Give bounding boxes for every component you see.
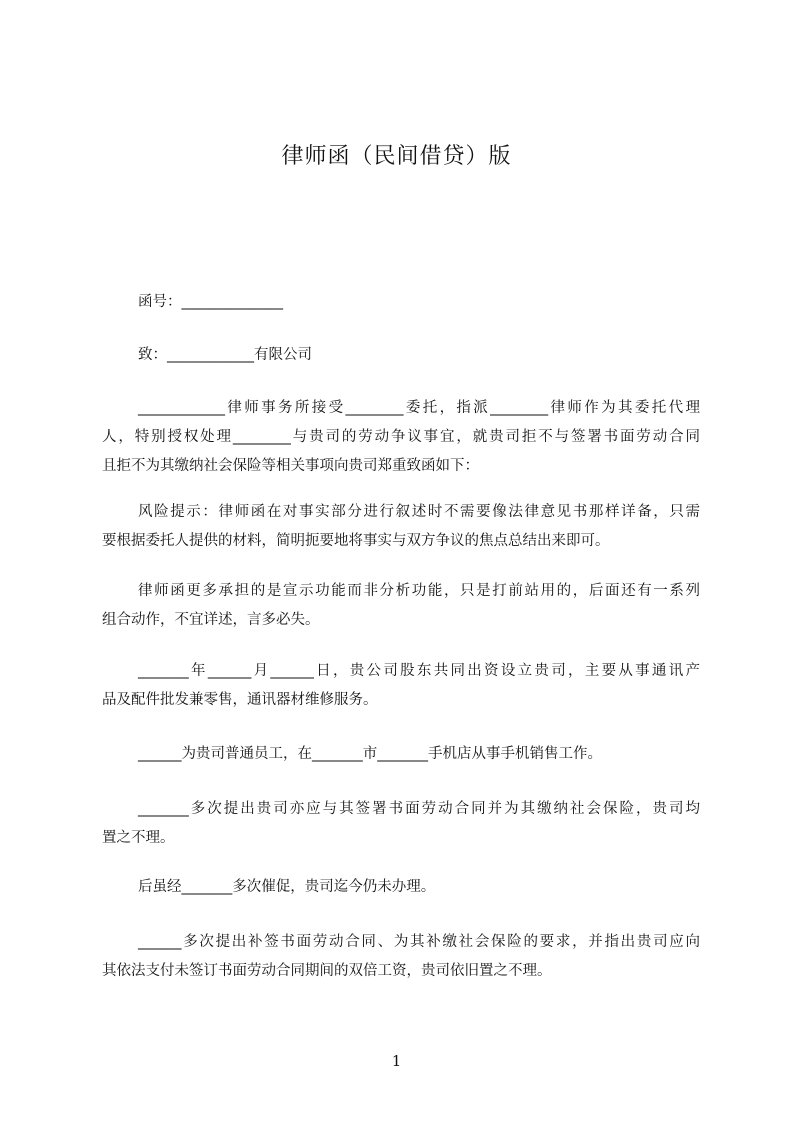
paragraph-line: 置之不理。 — [102, 830, 175, 846]
paragraph-risk-notice — [102, 498, 700, 556]
letter-number-line — [102, 288, 700, 317]
paragraph-company-founding — [102, 657, 700, 715]
paragraph-line: _______多次提出贵司亦应与其签署书面劳动合同并为其缴纳社会保险，贵司均 — [138, 801, 700, 817]
paragraph-engagement — [102, 394, 700, 481]
recipient-line — [102, 341, 700, 370]
paragraph-double-wages — [102, 928, 700, 986]
paragraph-line: ____________律师事务所接受________委托，指派________律师作为其委托代理 — [138, 400, 700, 416]
letter-number: 函号：______________ — [138, 294, 283, 310]
paragraph-employee-role — [102, 740, 700, 769]
paragraph-line: 人，特别授权处理________与贵司的劳动争议事宜，就贵司拒不与签署书面劳动合同 — [102, 429, 700, 445]
paragraph-requests-ignored — [102, 795, 700, 853]
paragraph-line: 后虽经_______多次催促，贵司迄今仍未办理。 — [138, 879, 436, 895]
paragraph-line: 要根据委托人提供的材料，简明扼要地将事实与双方争议的焦点总结出来即可。 — [102, 533, 610, 549]
paragraph-line: 组合动作，不宜详述，言多必失。 — [102, 612, 320, 628]
document-title: 律师函（民间借贷）版 — [281, 144, 512, 169]
paragraph-line: 且拒不为其缴纳社会保险等相关事项向贵司郑重致函如下： — [102, 458, 479, 474]
paragraph-line: 风险提示：律师函在对事实部分进行叙述时不需要像法律意见书那样详备，只需 — [138, 504, 700, 520]
recipient: 致：____________有限公司 — [138, 347, 312, 363]
paragraph-line: ______为贵司普通员工，在_______市_______手机店从事手机销售工作。 — [138, 746, 602, 762]
paragraph-line: ______多次提出补签书面劳动合同、为其补缴社会保险的要求，并指出贵司应向 — [138, 934, 700, 950]
paragraph-line: 律师函更多承担的是宣示功能而非分析功能，只是打前站用的，后面还有一系列 — [138, 583, 700, 599]
paragraph-function — [102, 577, 700, 635]
page-number: 1 — [391, 1052, 402, 1070]
paragraph-line: _______年______月______日，贵公司股东共同出资设立贵司，主要从事通讯产 — [138, 663, 700, 679]
paragraph-line: 品及配件批发兼零售，通讯器材维修服务。 — [102, 692, 378, 708]
paragraph-repeated-urging — [102, 873, 700, 902]
paragraph-line: 其依法支付未签订书面劳动合同期间的双倍工资，贵司依旧置之不理。 — [102, 963, 552, 979]
